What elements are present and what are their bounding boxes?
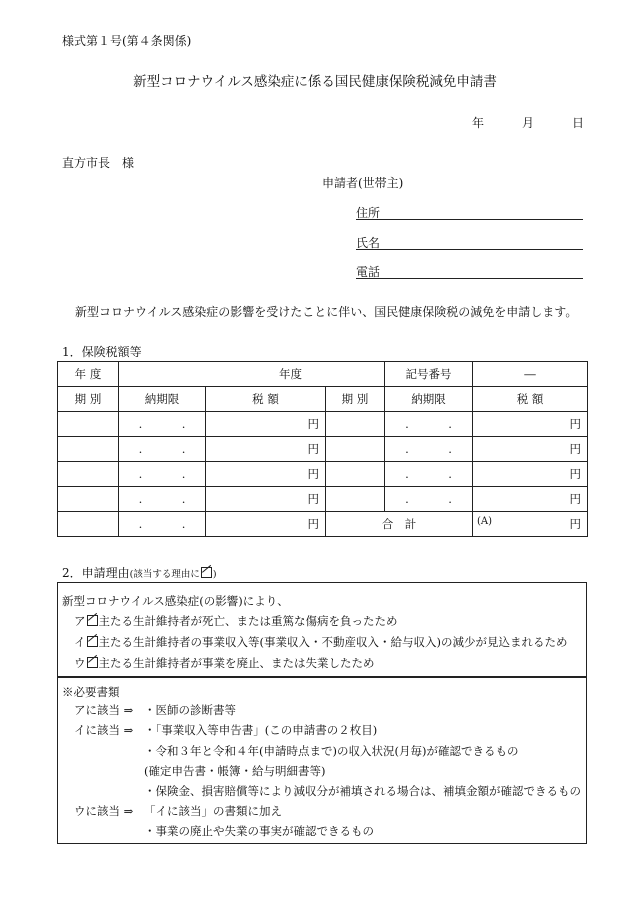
due-date-cell[interactable]: . . [385, 437, 473, 462]
form-number: 様式第１号(第４条関係) [62, 34, 192, 48]
period-cell[interactable] [58, 512, 119, 537]
tax-amount-cell[interactable]: 円 [206, 437, 326, 462]
doc-item: ・保険金、損害賠償等により減収分が補填される場合は、補填金額が確認できるもの [144, 784, 581, 798]
name-field[interactable] [356, 249, 583, 250]
total-mark: (A) [477, 516, 493, 527]
name-label: 氏名 [356, 236, 381, 250]
section1-heading: 1．保険税額等 [62, 345, 142, 359]
checked-box-icon [201, 567, 212, 578]
table-row [58, 412, 588, 437]
tax-amount-cell[interactable]: 円 [206, 487, 326, 512]
doc-label: ウに該当 ⇒ [74, 804, 134, 818]
section2-note-end: ) [212, 569, 217, 580]
table-row [58, 362, 588, 387]
phone-field[interactable] [356, 278, 583, 279]
addressee: 直方市長 様 [62, 156, 135, 170]
doc-label: アに該当 ⇒ [74, 703, 134, 717]
due-date-cell[interactable]: . . [385, 412, 473, 437]
reason-b-mark: イ [74, 635, 86, 649]
checkbox-icon[interactable] [87, 636, 98, 647]
period-cell[interactable] [58, 437, 119, 462]
section2-heading [62, 566, 217, 582]
date-year-label: 年 [472, 116, 485, 130]
period-cell[interactable] [326, 462, 385, 487]
doc-item: ・「事業収入等申告書」(この申請書の２枚目) [144, 723, 378, 737]
col-period: 期 別 [58, 387, 119, 412]
checkbox-icon[interactable] [87, 615, 98, 626]
reason-intro: 新型コロナウイルス感染症(の影響)により、 [62, 594, 289, 608]
doc-item: ・令和３年と令和４年(申請時点まで)の収入状況(月毎)が確認できるもの [144, 744, 519, 758]
due-date-cell[interactable]: . . [119, 437, 206, 462]
section2-note: (該当する理由に [129, 569, 200, 580]
record-number-label: 記号番号 [385, 362, 473, 387]
tax-amount-cell[interactable]: 円 [206, 512, 326, 537]
reason-b-text: 主たる生計維持者の事業収入等(事業収入・不動産収入・給与収入)の減少が見込まれるため [98, 635, 568, 649]
col-period: 期 別 [326, 387, 385, 412]
doc-item: ・医師の診断書等 [144, 703, 236, 717]
period-cell[interactable] [58, 462, 119, 487]
period-cell[interactable] [58, 412, 119, 437]
tax-amount-cell[interactable]: 円 [206, 462, 326, 487]
period-cell[interactable] [326, 412, 385, 437]
total-yen: 円 [569, 517, 582, 531]
period-cell[interactable] [326, 487, 385, 512]
date-day-label: 日 [572, 116, 585, 130]
tax-amount-cell[interactable]: 円 [473, 487, 588, 512]
applicant-heading: 申請者(世帯主) [322, 176, 404, 190]
due-date-cell[interactable]: . . [119, 462, 206, 487]
table-row [58, 487, 588, 512]
reason-c-mark: ウ [74, 656, 86, 670]
reason-a-mark: ア [74, 614, 86, 628]
doc-label: イに該当 ⇒ [74, 723, 134, 737]
due-date-cell[interactable]: . . [119, 412, 206, 437]
record-number-value[interactable]: ― [473, 362, 588, 387]
table-row [58, 437, 588, 462]
page-title: 新型コロナウイルス感染症に係る国民健康保険税減免申請書 [133, 74, 497, 90]
reason-a [74, 614, 398, 628]
col-tax-amount: 税 額 [206, 387, 326, 412]
period-cell[interactable] [58, 487, 119, 512]
due-date-cell[interactable]: . . [119, 487, 206, 512]
reason-b [74, 635, 567, 649]
total-label: 合 計 [326, 512, 473, 537]
intro-text: 新型コロナウイルス感染症の影響を受けたことに伴い、国民健康保険税の減免を申請します。 [75, 305, 578, 319]
reason-c-text: 主たる生計維持者が事業を廃止、または失業したため [98, 656, 375, 670]
due-date-cell[interactable]: . . [119, 512, 206, 537]
fiscal-year-value[interactable]: 年度 [119, 362, 385, 387]
checkbox-icon[interactable] [87, 657, 98, 668]
table-total-row [58, 512, 588, 537]
tax-amount-cell[interactable]: 円 [473, 462, 588, 487]
table-row [58, 462, 588, 487]
table-header-row [58, 387, 588, 412]
docs-heading: ※必要書類 [62, 685, 120, 699]
section2-title: 2．申請理由 [62, 566, 130, 580]
reason-a-text: 主たる生計維持者が死亡、または重篤な傷病を負ったため [98, 614, 398, 628]
tax-amount-cell[interactable]: 円 [473, 437, 588, 462]
tax-amount-cell[interactable]: 円 [473, 412, 588, 437]
doc-item: (確定申告書・帳簿・給与明細書等) [144, 764, 326, 778]
period-cell[interactable] [326, 437, 385, 462]
documents-box [57, 677, 587, 844]
reason-c [74, 656, 375, 670]
fiscal-year-label: 年 度 [58, 362, 119, 387]
date-month-label: 月 [522, 116, 535, 130]
address-label: 住所 [356, 206, 381, 220]
due-date-cell[interactable]: . . [385, 462, 473, 487]
phone-label: 電話 [356, 265, 381, 279]
tax-amount-cell[interactable]: 円 [206, 412, 326, 437]
total-amount-cell[interactable] [473, 512, 588, 537]
tax-table [57, 361, 588, 537]
doc-item: 「イに該当」の書類に加え [144, 804, 282, 818]
col-tax-amount: 税 額 [473, 387, 588, 412]
address-field[interactable] [356, 219, 583, 220]
col-due-date: 納期限 [385, 387, 473, 412]
col-due-date: 納期限 [119, 387, 206, 412]
doc-item: ・事業の廃止や失業の事実が確認できるもの [144, 824, 374, 838]
due-date-cell[interactable]: . . [385, 487, 473, 512]
